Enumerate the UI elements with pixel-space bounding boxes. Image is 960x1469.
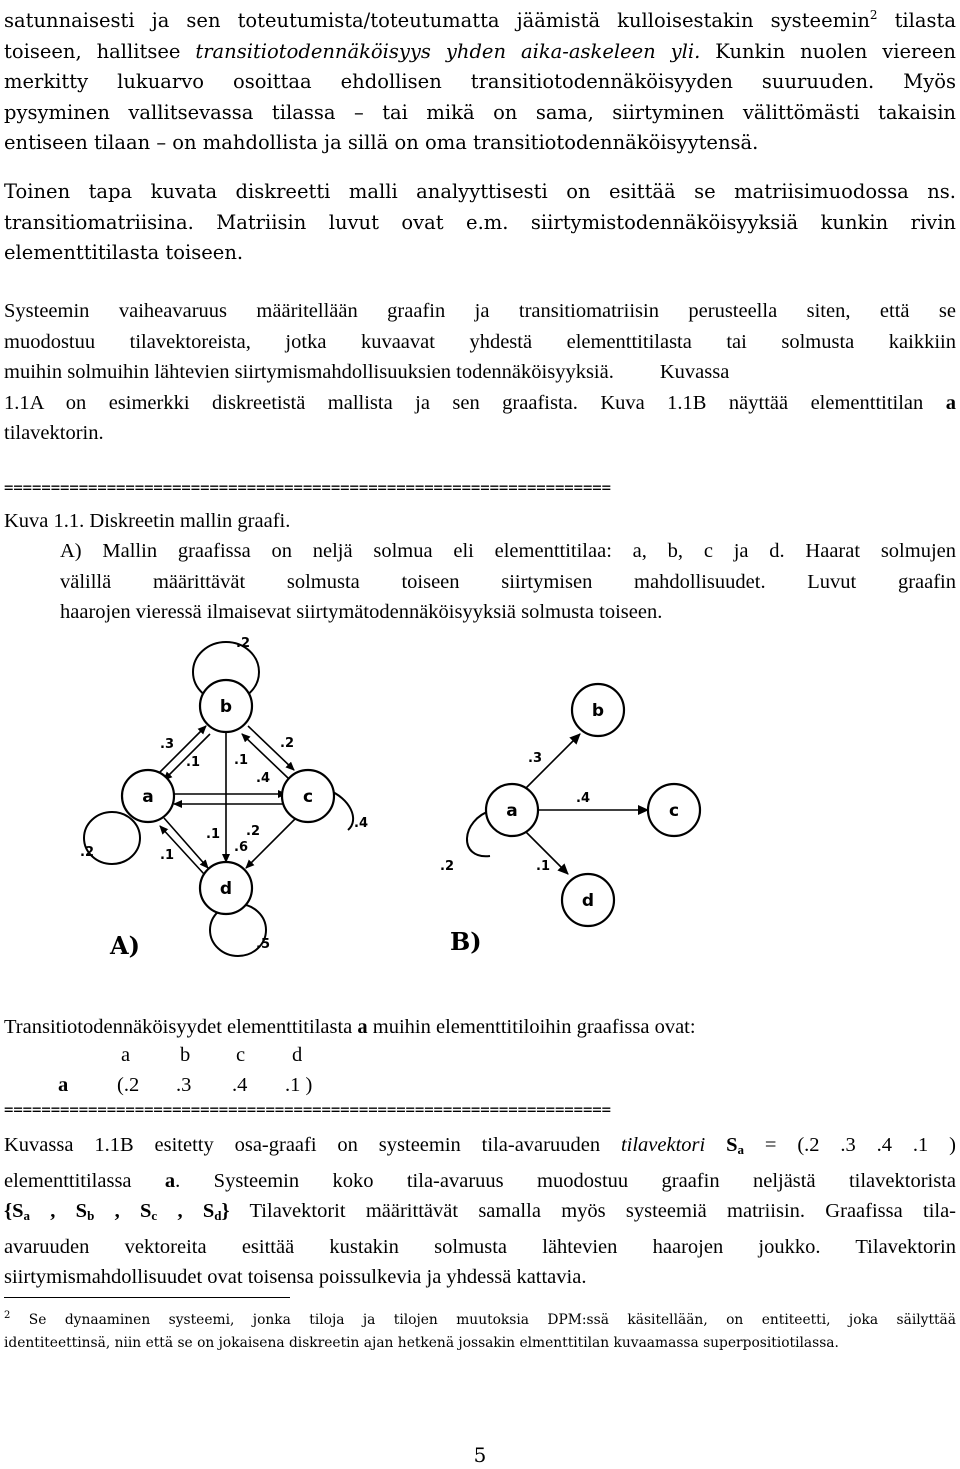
node-b-a-label: a — [506, 801, 518, 821]
footnote-line2: identiteettinsä, niin että se on jokaisena diskreetin ajan hetkenä jossakin elmenttitilan kuvaamassa superpositiotilassa. — [4, 1334, 839, 1351]
node-b-label: b — [219, 697, 233, 717]
node-b-c-label: c — [668, 801, 680, 821]
p2-line1: Toinen tapa kuvata diskreetti malli analyyttisesti on esittää se matriisimuodossa ns. — [4, 180, 956, 203]
p3-line5: tilavektorin. — [4, 422, 104, 445]
label-d-a: .1 — [206, 827, 220, 842]
matrix-header-d: d — [292, 1044, 303, 1066]
p4-line2: elementtitilassa a. Systeemin koko tila-avaruus muodostuu graafin neljästä tilavektorista — [4, 1169, 956, 1192]
p3-line3: muihin solmuihin lähtevien siirtymismahdollisuuksien todennäköisyyksiä. Kuvassa — [4, 361, 730, 384]
footnote-line1: $^2$ Se dynaaminen systeemi, jonka tiloja ja tilojen muutoksia DPM:ssä käsitellään, on entiteetti, joka säilyttää — [4, 1310, 956, 1328]
figure-a — [60, 630, 420, 1000]
label-b-c: .2 — [280, 736, 294, 751]
label-c-b: .4 — [256, 771, 270, 786]
label-b-a-self: .2 — [440, 859, 454, 874]
page-number: 5 — [473, 1443, 487, 1467]
transition-intro: Transitiotodennäköisyydet elementtitilasta a muihin elementtitiloihin graafissa ovat: — [4, 1016, 696, 1038]
p3-line2: muodostuu tilavektoreista, jotka kuvaavat yhdestä elementtitilasta tai solmusta kaikkiin — [4, 330, 956, 353]
caption-line1: A) Mallin graafissa on neljä solmua eli elementtitilaa: a, b, c ja d. Haarat solmujen — [60, 540, 956, 562]
p4-line1: Kuvassa 1.1B esitetty osa-graafi on systeemin tila-avaruuden tilavektori $S_a = (.2$ .3 .4 .1 ) — [4, 1134, 957, 1157]
node-b-b-label: b — [591, 701, 605, 721]
p4-line4: avaruuden vektoreita esittää kustakin solmusta lähtevien haarojen joukko. Tilavektorin — [4, 1235, 956, 1258]
figure-caption-title: Kuva 1.1. Diskreetin mallin graafi. — [4, 510, 291, 532]
matrix-value-3: .4 — [232, 1074, 248, 1096]
matrix-header-a: a — [121, 1044, 131, 1066]
panel-label-a: A) — [110, 931, 140, 960]
matrix-header-c: c — [236, 1044, 246, 1066]
node-a-label: a — [142, 787, 154, 807]
label-a-self: .2 — [80, 845, 94, 860]
label-c-d: .4 — [354, 816, 368, 831]
p1-line5: entiseen tilaan – on mahdollista ja sillä on oma transitiotodennäköisyytensä. — [4, 131, 759, 155]
paragraph-2 — [4, 177, 956, 269]
figure-b — [420, 660, 740, 960]
matrix-row-label: a — [58, 1074, 69, 1096]
node-d-label: d — [219, 879, 233, 899]
label-a-b: .3 — [160, 737, 174, 752]
figure-caption-body — [60, 536, 956, 628]
label-a-c: .2 — [246, 824, 260, 839]
p2-line3: elementtitilasta toiseen. — [4, 241, 244, 265]
p1-line2: toiseen, hallitsee transitiotodennäköisyys yhden aika-askeleen yli. Kunkin nuolen viereen — [4, 39, 956, 63]
node-c-label: c — [302, 787, 314, 807]
matrix-value-2: .3 — [176, 1074, 192, 1096]
matrix-value-1: (.2 — [117, 1074, 140, 1096]
label-b-a: .1 — [186, 755, 200, 770]
label-c-a: .1 — [234, 753, 248, 768]
p3-line4: 1.1A on esimerkki diskreetistä mallista ja sen graafista. Kuva 1.1B näyttää elementtitilan a — [4, 391, 956, 414]
label-b-a-d: .1 — [536, 859, 550, 874]
p1-line3: merkitty lukuarvo osoittaa ehdollisen transitiotodennäköisyyden suuruuden. Myös — [4, 70, 956, 94]
p2-line2: transitiomatriisina. Matriisin luvut ovat e.m. siirtymistodennäköisyyksiä kunkin rivin — [4, 210, 956, 234]
caption-line2: välillä määrittävät solmusta toiseen siirtymisen mahdollisuudet. Luvut graafin — [60, 570, 956, 593]
caption-line3: haarojen vieressä ilmaisevat siirtymätodennäköisyyksiä solmusta toiseen. — [60, 601, 663, 624]
label-d-self: .5 — [256, 937, 270, 952]
separator-line-2: ================================================================= — [4, 1101, 611, 1119]
p4-line3: {$S_a$ , $S_b$ , $S_c$ , $S_d$} Tilavektorit määrittävät samalla myös systeemiä matriisin. Graafissa tila- — [4, 1200, 957, 1224]
label-b-a-b: .3 — [528, 751, 542, 766]
label-b-self: .2 — [236, 636, 250, 651]
figure-b-graph — [420, 660, 740, 960]
p3-line1: Systeemin vaiheavaruus määritellään graafin ja transitiomatriisin perusteella siten, että se — [4, 300, 956, 322]
paragraph-3 — [4, 296, 956, 449]
label-b-d: .6 — [234, 840, 248, 855]
p4-line5: siirtymismahdollisuudet ovat toisensa poissulkevia ja yhdessä kattavia. — [4, 1266, 587, 1289]
p1-line1: satunnaisesti ja sen toteutumista/toteutumatta jäämistä kulloisestakin systeemin$^2$ tilasta — [4, 8, 957, 32]
p1-line4: pysyminen vallitsevassa tilassa – tai mikä on sama, siirtyminen välittömästi takaisin — [4, 100, 956, 124]
matrix-value-4: .1 ) — [285, 1074, 313, 1096]
paragraph-4 — [4, 1130, 956, 1293]
label-b-a-c: .4 — [576, 791, 590, 806]
footnote — [4, 1305, 956, 1354]
paragraph-1 — [4, 0, 956, 159]
separator-line-1: ================================================================= — [4, 479, 611, 497]
label-a-d: .1 — [160, 848, 174, 863]
node-b-d-label: d — [581, 891, 595, 911]
figure-a-graph — [60, 630, 420, 1000]
footnote-rule — [4, 1297, 290, 1298]
matrix-header-b: b — [180, 1044, 191, 1066]
panel-label-b: B) — [450, 927, 482, 956]
